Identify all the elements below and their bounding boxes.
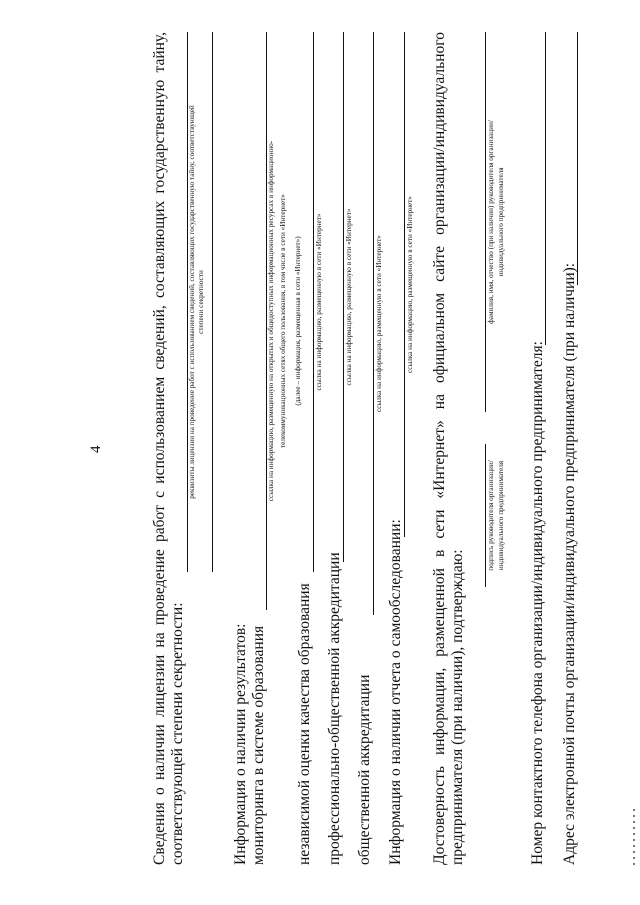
monitoring-caption-line1: ссылка на информацию, размещенную на открытых и общедоступных информационных ресурсах в информационно-	[267, 140, 275, 502]
scan-edge-dots	[630, 0, 640, 905]
independent-assessment-label: независимой оценки качества образования	[296, 583, 313, 865]
public-accreditation-label: общественной аккредитации	[356, 674, 373, 865]
professional-accreditation-caption: ссылка на информацию, размещенную в сети «Интернет»	[345, 208, 353, 386]
reliability-line2: предпринимателя (при наличии), подтверждаю:	[449, 549, 466, 865]
page-number: 4	[88, 445, 104, 453]
independent-assessment-fill-line[interactable]	[313, 32, 314, 572]
manager-name-caption-line1: фамилия, имя, отчество (при наличии) руководителя организации/	[487, 120, 495, 324]
monitoring-caption-line2: телекоммуникационных сетях общего пользования, в том числе в сети «Интернет»	[279, 194, 287, 448]
license-caption-line2: степени секретности	[197, 270, 205, 334]
license-heading-line1: Сведения о наличии лицензии на проведение работ с использованием сведений, составляющих государственную тайну,	[151, 32, 168, 865]
monitoring-caption-line3: (далее – информация, размещенная в сети «Интернет»)	[294, 236, 302, 406]
professional-accreditation-label: профессионально-общественной аккредитации	[326, 552, 343, 865]
reliability-line1: Достоверность информации, размещенной в сети «Интернет» на официальном сайте организации/индивидуального	[431, 32, 448, 865]
signature-line[interactable]	[485, 444, 486, 587]
license-second-line[interactable]	[212, 32, 213, 572]
signature-caption-line2: индивидуального предпринимателя	[497, 460, 505, 571]
email-fill-line[interactable]	[577, 32, 578, 285]
email-label: Адрес электронной почты организации/индивидуального предпринимателя (при наличии):	[561, 262, 578, 865]
public-accreditation-caption: ссылка на информацию, размещенную в сети «Интернет»	[375, 235, 383, 412]
manager-name-line[interactable]	[485, 32, 486, 412]
self-exam-fill-line[interactable]	[404, 32, 405, 537]
professional-accreditation-fill-line[interactable]	[343, 32, 344, 562]
license-heading-line2: соответствующей степени секретности:	[169, 602, 186, 865]
signature-caption-line1: подпись руководителя организации/	[487, 460, 495, 571]
monitoring-heading-line1: Информация о наличии результатов:	[232, 623, 249, 865]
self-exam-caption: ссылка на информацию, размещенную в сети «Интернет»	[406, 196, 414, 373]
self-exam-label: Информация о наличии отчета о самообследовании:	[387, 519, 404, 865]
contact-phone-fill-line[interactable]	[545, 32, 546, 345]
independent-assessment-caption: ссылка на информацию, размещенную в сети «Интернет»	[315, 213, 323, 391]
public-accreditation-fill-line[interactable]	[373, 32, 374, 615]
monitoring-heading-line2: мониторинга в системе образования	[250, 625, 267, 865]
contact-phone-label: Номер контактного телефона организации/индивидуального предпринимателя:	[529, 341, 546, 865]
license-caption-line1: реквизиты лицензии на проведение работ с использованием сведений, составляющих государственную тайну, соответствующей	[188, 105, 196, 499]
manager-name-caption-line2: индивидуального предпринимателя	[497, 167, 505, 277]
